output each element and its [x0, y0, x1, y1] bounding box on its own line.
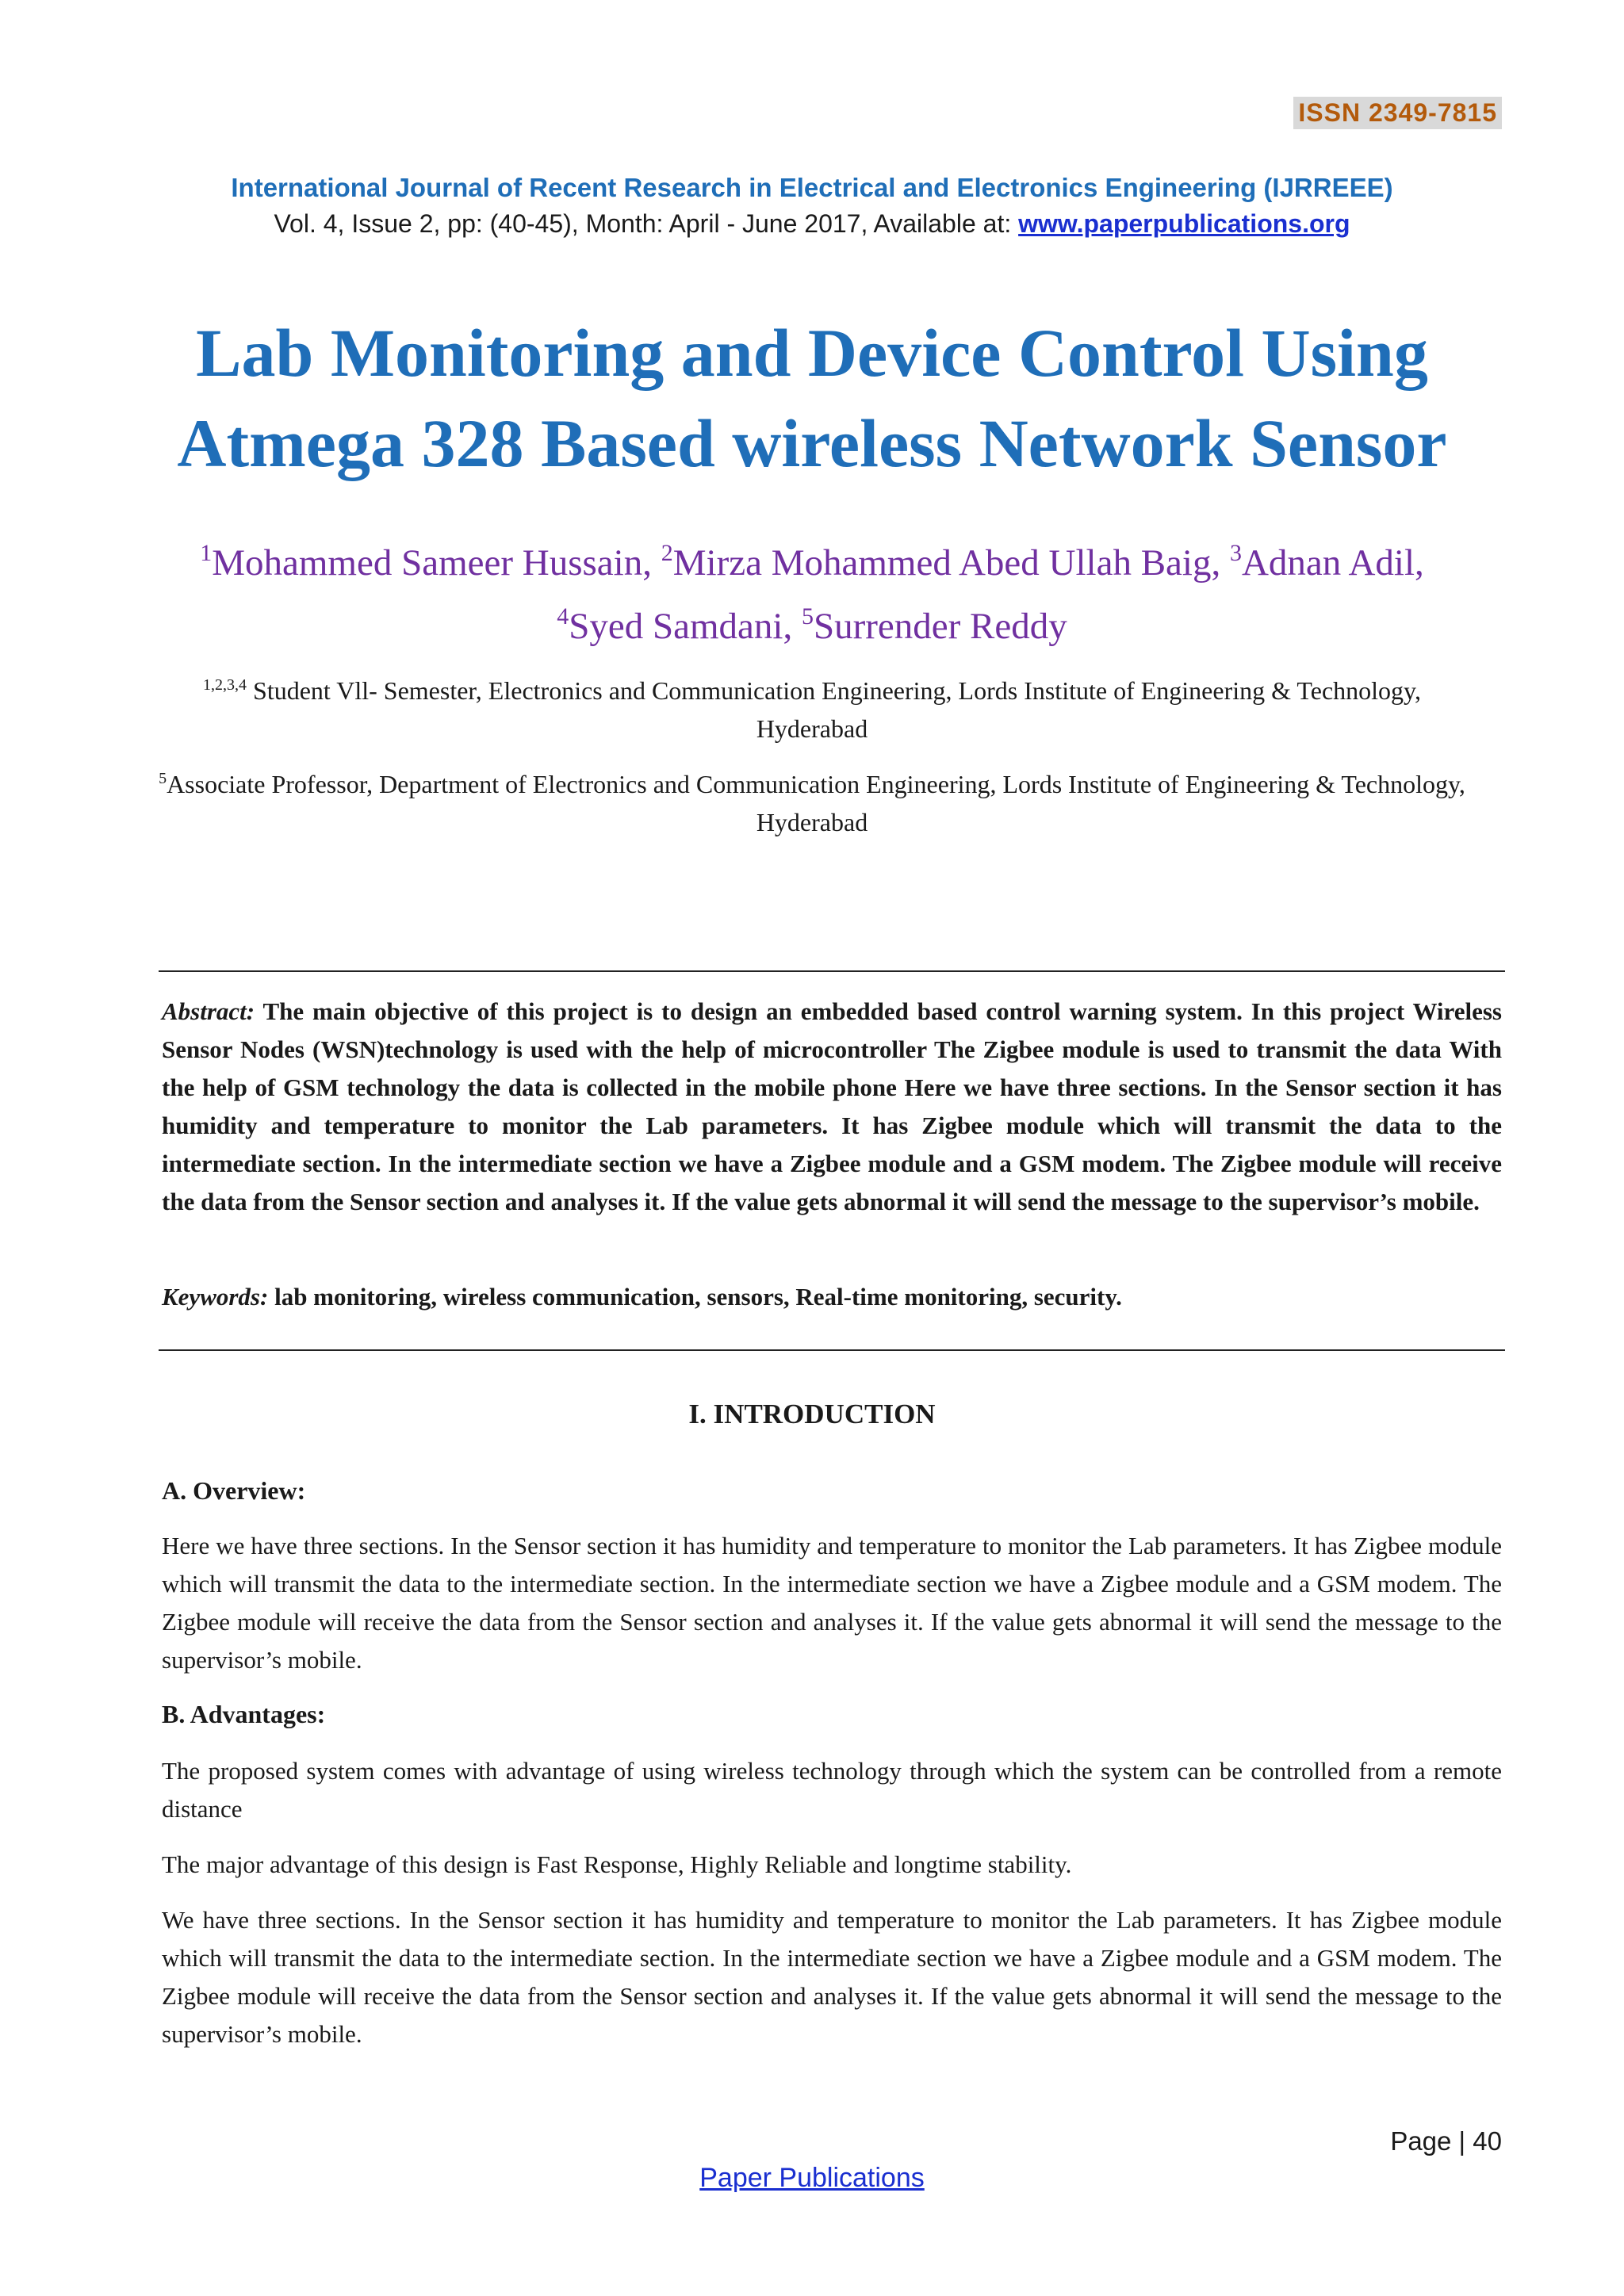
affiliation-sup: 1,2,3,4 [203, 676, 247, 694]
volume-line [0, 209, 1624, 239]
footer [0, 2163, 1624, 2194]
title-line-2: Atmega 328 Based wireless Network Sensor [177, 405, 1447, 481]
keywords-text: lab monitoring, wireless communication, sensors, Real-time monitoring, security. [268, 1283, 1122, 1311]
author-line-1 [0, 526, 1624, 590]
title-line-1: Lab Monitoring and Device Control Using [196, 315, 1428, 391]
advantages-paragraph-2: The major advantage of this design is Fast Response, Highly Reliable and longtime stability. [162, 1850, 1072, 1878]
volume-text: Vol. 4, Issue 2, pp: (40-45), Month: April - June 2017, Available at: [274, 209, 1019, 238]
keywords-label: Keywords: [162, 1283, 269, 1311]
paper-title [0, 308, 1624, 488]
abstract-text: The main objective of this project is to design an embedded based control warning system. In this project Wireless Sensor Nodes (WSN)technology is used with the help of microcontroller The Zigbee module is used to transmit the data With the help of GSM technology the data is collected in the mobile phone Here we have three sections. In the Sensor section it has humidity and temperature to monitor the Lab parameters. It has Zigbee module which will transmit the data to the intermediate section. In the intermediate section we have a Zigbee module and a GSM modem. The Zigbee module will receive the data from the Sensor section and analyses it. If the value gets abnormal it will send the message to the supervisor’s mobile. [162, 997, 1502, 1215]
author-sup: 4 [557, 603, 569, 629]
subsection-heading-overview: A. Overview: [162, 1476, 306, 1505]
author-line-2 [0, 590, 1624, 653]
author-list [0, 526, 1624, 653]
advantages-paragraph-1: The proposed system comes with advantage of using wireless technology through which the system can be controlled from a remote distance [162, 1757, 1502, 1823]
affiliation-professor [159, 760, 1465, 841]
journal-name: International Journal of Recent Research in Electrical and Electronics Engineering (IJRREEE) [231, 173, 1393, 202]
page-number: Page | 40 [1390, 2126, 1502, 2156]
author-name: Surrender Reddy [813, 606, 1067, 647]
author-sup: 3 [1229, 540, 1242, 566]
author-name: Mirza Mohammed Abed Ullah Baig, [672, 542, 1230, 584]
section-heading-introduction: I. INTRODUCTION [688, 1399, 936, 1429]
website-link[interactable]: www.paperpublications.org [1018, 209, 1350, 238]
author-name: Syed Samdani, [569, 606, 802, 647]
author-sup: 2 [661, 540, 673, 566]
affiliation-text: Associate Professor, Department of Electronics and Communication Engineering, Lords Institute of Engineering & Technology, Hyderabad [167, 770, 1465, 836]
abstract [162, 993, 1502, 1221]
abstract-label: Abstract: [162, 997, 255, 1025]
abstract-bottom-rule [159, 1349, 1505, 1351]
overview-paragraph: Here we have three sections. In the Sensor section it has humidity and temperature to monitor the Lab parameters. It has Zigbee module which will transmit the data to the intermediate section. In the intermediate section we have a Zigbee module and a GSM modem. The Zigbee module will receive the data from the Sensor section and analyses it. If the value gets abnormal it will send the message to the supervisor’s mobile. [162, 1532, 1502, 1674]
author-name: Mohammed Sameer Hussain, [212, 542, 661, 584]
advantages-paragraph-3: We have three sections. In the Sensor section it has humidity and temperature to monitor the Lab parameters. It has Zigbee module which will transmit the data to the intermediate section. In the intermediate section we have a Zigbee module and a GSM modem. The Zigbee module will receive the data from the Sensor section and analyses it. If the value gets abnormal it will send the message to the supervisor’s mobile. [162, 1906, 1502, 2048]
keywords [162, 1278, 1502, 1316]
publisher-link[interactable]: Paper Publications [699, 2163, 925, 2193]
affiliation-text: Student Vll- Semester, Electronics and Communication Engineering, Lords Institute of Engineering & Technology, Hyderabad [247, 676, 1421, 743]
author-sup: 1 [200, 540, 213, 566]
affiliation-sup: 5 [159, 770, 167, 787]
abstract-top-rule [159, 970, 1505, 972]
author-name: Adnan Adil, [1241, 542, 1424, 584]
issn-badge: ISSN 2349-7815 [1293, 97, 1502, 129]
subsection-heading-advantages: B. Advantages: [162, 1700, 326, 1728]
affiliation-students [159, 666, 1465, 748]
author-sup: 5 [801, 603, 814, 629]
